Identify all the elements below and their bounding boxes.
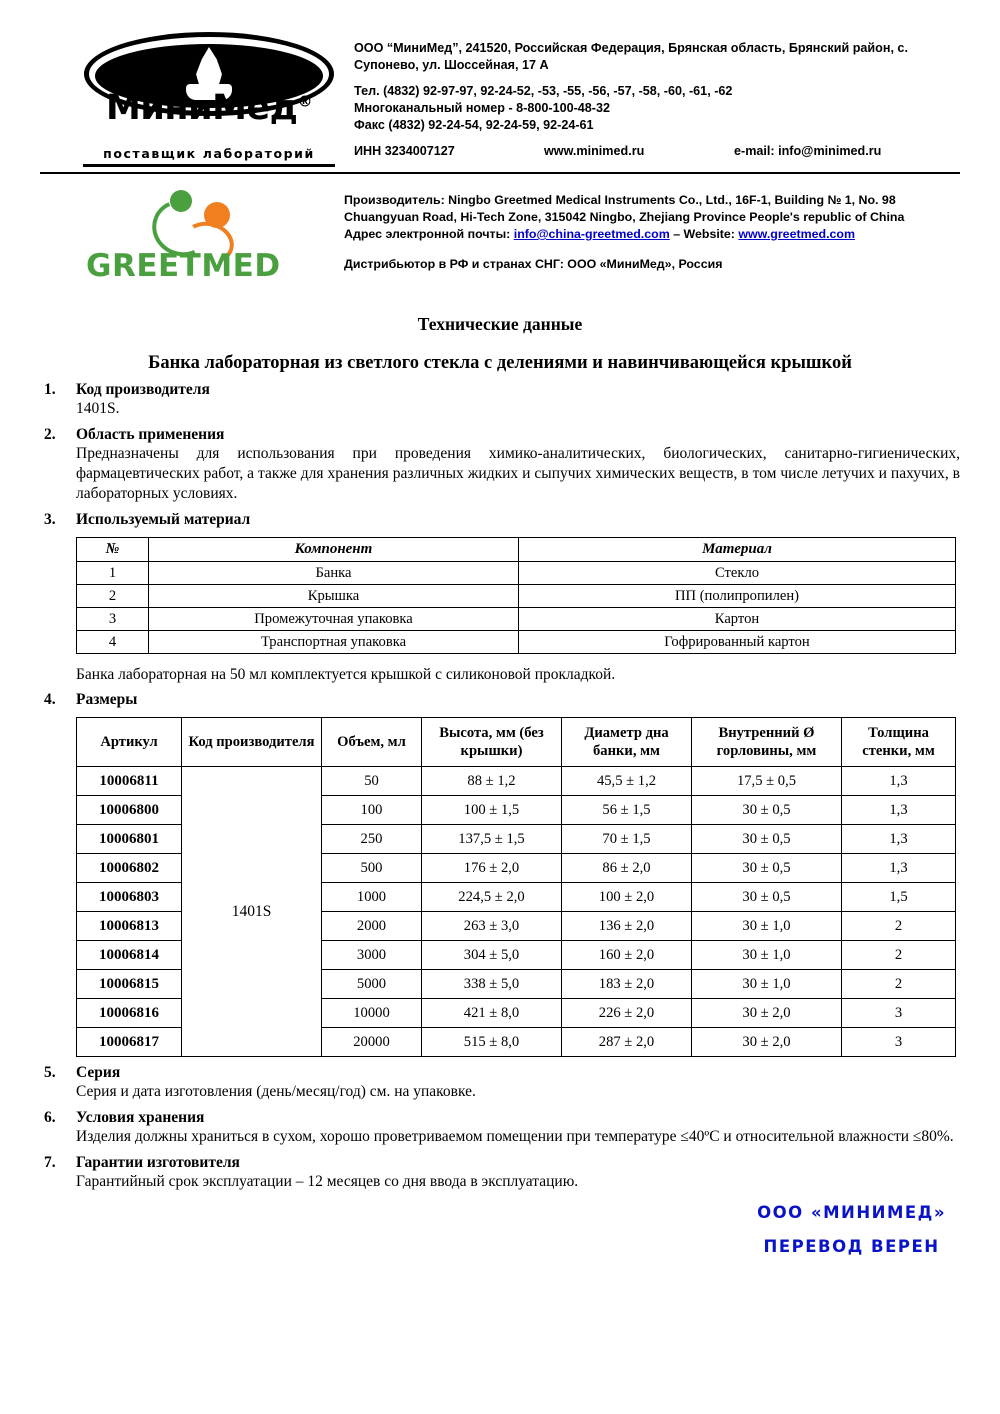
cell-bottom-diameter: 100 ± 2,0	[562, 883, 692, 912]
section-number: 7.	[44, 1154, 56, 1171]
cell-material: ПП (полипропилен)	[519, 585, 956, 608]
cell-height: 88 ± 1,2	[422, 767, 562, 796]
cell-neck-diameter: 30 ± 0,5	[692, 854, 842, 883]
cell-article: 10006811	[77, 767, 182, 796]
cell-neck-diameter: 30 ± 1,0	[692, 941, 842, 970]
cell-volume: 1000	[322, 883, 422, 912]
section-title: Используемый материал	[76, 511, 251, 528]
cell-wall-thickness: 1,3	[842, 825, 956, 854]
cell-wall-thickness: 1,3	[842, 854, 956, 883]
col-number: №	[77, 538, 149, 562]
cell-neck-diameter: 17,5 ± 0,5	[692, 767, 842, 796]
cell-height: 224,5 ± 2,0	[422, 883, 562, 912]
cell-volume: 3000	[322, 941, 422, 970]
cell-height: 263 ± 3,0	[422, 912, 562, 941]
document-header	[40, 26, 960, 167]
cell-article: 10006816	[77, 999, 182, 1028]
header-divider	[40, 172, 960, 174]
cell-height: 176 ± 2,0	[422, 854, 562, 883]
section-body: 1401S.	[76, 400, 120, 417]
manufacturer-email[interactable]: info@china-greetmed.com	[513, 227, 670, 241]
cell-component: Транспортная упаковка	[149, 631, 519, 654]
cell-number: 3	[77, 608, 149, 631]
col-manufacturer-code: Код производителя	[182, 718, 322, 767]
section-title: Размеры	[76, 691, 138, 708]
logo-divider	[83, 164, 335, 167]
col-volume: Объем, мл	[322, 718, 422, 767]
cell-volume: 500	[322, 854, 422, 883]
cell-height: 304 ± 5,0	[422, 941, 562, 970]
cell-article: 10006813	[77, 912, 182, 941]
manufacturer-block	[40, 186, 960, 284]
cell-height: 100 ± 1,5	[422, 796, 562, 825]
col-material: Материал	[519, 538, 956, 562]
cell-material: Гофрированный картон	[519, 631, 956, 654]
greetmed-wordmark: GREETMED	[86, 248, 281, 284]
manufacturer-email-label: Адрес электронной почты:	[344, 227, 511, 241]
cell-manufacturer-code: 1401S	[182, 767, 322, 1057]
cell-article: 10006815	[77, 970, 182, 999]
section-title: Серия	[76, 1064, 121, 1081]
cell-height: 338 ± 5,0	[422, 970, 562, 999]
cell-neck-diameter: 30 ± 2,0	[692, 1028, 842, 1057]
cell-volume: 10000	[322, 999, 422, 1028]
minimed-tagline: поставщик лабораторий	[103, 146, 315, 161]
cell-neck-diameter: 30 ± 2,0	[692, 999, 842, 1028]
table-header-row	[77, 538, 956, 562]
translation-stamp	[757, 1196, 946, 1264]
dimensions-table	[76, 717, 956, 1057]
section-title: Условия хранения	[76, 1109, 205, 1126]
page-subtitle: Банка лабораторная из светлого стекла с делениями и навинчивающейся крышкой	[148, 353, 852, 373]
cell-wall-thickness: 3	[842, 999, 956, 1028]
stamp-line-certification: ПЕРЕВОД ВЕРЕН	[763, 1237, 940, 1256]
col-component: Компонент	[149, 538, 519, 562]
section-storage-conditions	[40, 1109, 960, 1147]
section-number: 5.	[44, 1064, 56, 1081]
cell-neck-diameter: 30 ± 0,5	[692, 796, 842, 825]
header-contacts	[354, 26, 960, 160]
cell-article: 10006814	[77, 941, 182, 970]
cell-number: 1	[77, 562, 149, 585]
company-phone: Тел. (4832) 92-97-97, 92-24-52, -53, -55, -56, -57, -58, -60, -61, -62	[354, 84, 733, 98]
stamp-line-company: ООО «МИНИМЕД»	[757, 1203, 946, 1222]
company-inn: ИНН 3234007127	[354, 144, 455, 158]
cell-component: Банка	[149, 562, 519, 585]
cell-wall-thickness: 1,3	[842, 796, 956, 825]
section-title: Код производителя	[76, 381, 210, 398]
col-wall-thickness: Толщина стенки, мм	[842, 718, 956, 767]
minimed-wordmark-text: МиниМед	[106, 88, 298, 128]
cell-number: 2	[77, 585, 149, 608]
section-series	[40, 1064, 960, 1102]
section-body: Гарантийный срок эксплуатации – 12 месяцев со дня ввода в эксплуатацию.	[76, 1173, 579, 1190]
cell-volume: 2000	[322, 912, 422, 941]
section-body: Предназначены для использования при проведения химико-аналитических, биологических, санитарно-гигиенических, фармацевтических работ, а также для хранения различных жидких и сыпучих химических веществ, в том числе летучих и пахучих, в лабораторных условиях.	[76, 445, 960, 502]
cell-volume: 20000	[322, 1028, 422, 1057]
cell-neck-diameter: 30 ± 0,5	[692, 883, 842, 912]
cell-number: 4	[77, 631, 149, 654]
cell-article: 10006801	[77, 825, 182, 854]
col-bottom-diameter: Диаметр дна банки, мм	[562, 718, 692, 767]
cell-article: 10006817	[77, 1028, 182, 1057]
cell-wall-thickness: 1,3	[842, 767, 956, 796]
section-number: 2.	[44, 426, 56, 443]
cell-component: Промежуточная упаковка	[149, 608, 519, 631]
cell-bottom-diameter: 287 ± 2,0	[562, 1028, 692, 1057]
page-title: Технические данные	[417, 314, 583, 334]
cell-volume: 5000	[322, 970, 422, 999]
table-row	[77, 608, 956, 631]
manufacturer-line1: Производитель: Ningbo Greetmed Medical Instruments Co., Ltd., 16F-1, Building № 1, No. 98	[344, 193, 896, 207]
section-dimensions	[40, 691, 960, 1057]
manufacturer-website[interactable]: www.greetmed.com	[738, 227, 855, 241]
cell-bottom-diameter: 136 ± 2,0	[562, 912, 692, 941]
cell-neck-diameter: 30 ± 0,5	[692, 825, 842, 854]
distributor-line: Дистрибьютор в РФ и странах СНГ: ООО «МиниМед», Россия	[344, 257, 723, 271]
section-body: Изделия должны храниться в сухом, хорошо проветриваемом помещении при температуре ≤40ºС и относительной влажности ≤80%.	[76, 1128, 954, 1145]
company-address: ООО “МиниМед”, 241520, Российская Федерация, Брянская область, Брянский район, с. Супонево, ул. Шоссейная, 17 А	[354, 41, 908, 72]
table-row	[77, 585, 956, 608]
section-manufacturer-code	[40, 381, 960, 419]
cell-volume: 50	[322, 767, 422, 796]
cell-neck-diameter: 30 ± 1,0	[692, 970, 842, 999]
cell-bottom-diameter: 45,5 ± 1,2	[562, 767, 692, 796]
section-title: Область применения	[76, 426, 225, 443]
cell-volume: 100	[322, 796, 422, 825]
cell-material: Стекло	[519, 562, 956, 585]
company-multichannel-phone: Многоканальный номер - 8-800-100-48-32	[354, 101, 610, 115]
cell-material: Картон	[519, 608, 956, 631]
cell-article: 10006802	[77, 854, 182, 883]
registered-mark-icon: ®	[297, 92, 312, 111]
section-materials	[40, 511, 960, 684]
section-warranty	[40, 1154, 960, 1192]
cell-component: Крышка	[149, 585, 519, 608]
manufacturer-info	[344, 186, 960, 273]
cell-wall-thickness: 2	[842, 970, 956, 999]
table-row	[77, 631, 956, 654]
cell-wall-thickness: 3	[842, 1028, 956, 1057]
cell-bottom-diameter: 56 ± 1,5	[562, 796, 692, 825]
cell-bottom-diameter: 160 ± 2,0	[562, 941, 692, 970]
cell-article: 10006803	[77, 883, 182, 912]
manufacturer-website-label: – Website:	[673, 227, 735, 241]
materials-note: Банка лабораторная на 50 мл комплектуется крышкой с силиконовой прокладкой.	[76, 666, 616, 683]
cell-wall-thickness: 2	[842, 941, 956, 970]
section-title: Гарантии изготовителя	[76, 1154, 240, 1171]
table-header-row	[77, 718, 956, 767]
section-number: 4.	[44, 691, 56, 708]
minimed-wordmark	[78, 88, 340, 128]
col-article: Артикул	[77, 718, 182, 767]
cell-neck-diameter: 30 ± 1,0	[692, 912, 842, 941]
section-body: Серия и дата изготовления (день/месяц/год) см. на упаковке.	[76, 1083, 476, 1100]
cell-volume: 250	[322, 825, 422, 854]
cell-wall-thickness: 1,5	[842, 883, 956, 912]
cell-height: 515 ± 8,0	[422, 1028, 562, 1057]
section-number: 3.	[44, 511, 56, 528]
company-email[interactable]: e-mail: info@minimed.ru	[734, 144, 882, 158]
greetmed-logo	[78, 186, 328, 284]
col-neck-diameter: Внутренний Ø горловины, мм	[692, 718, 842, 767]
cell-article: 10006800	[77, 796, 182, 825]
section-number: 1.	[44, 381, 56, 398]
cell-wall-thickness: 2	[842, 912, 956, 941]
materials-table	[76, 537, 956, 654]
cell-bottom-diameter: 70 ± 1,5	[562, 825, 692, 854]
cell-bottom-diameter: 183 ± 2,0	[562, 970, 692, 999]
table-row	[77, 562, 956, 585]
cell-height: 421 ± 8,0	[422, 999, 562, 1028]
section-application-area	[40, 426, 960, 504]
col-height: Высота, мм (без крышки)	[422, 718, 562, 767]
cell-bottom-diameter: 226 ± 2,0	[562, 999, 692, 1028]
section-number: 6.	[44, 1109, 56, 1126]
cell-bottom-diameter: 86 ± 2,0	[562, 854, 692, 883]
table-row	[77, 767, 956, 796]
minimed-logo	[78, 26, 340, 167]
company-website[interactable]: www.minimed.ru	[544, 144, 645, 158]
cell-height: 137,5 ± 1,5	[422, 825, 562, 854]
manufacturer-line2: Chuangyuan Road, Hi-Tech Zone, 315042 Ningbo, Zhejiang Province People's republic of China	[344, 210, 905, 224]
company-fax: Факс (4832) 92-24-54, 92-24-59, 92-24-61	[354, 118, 594, 132]
